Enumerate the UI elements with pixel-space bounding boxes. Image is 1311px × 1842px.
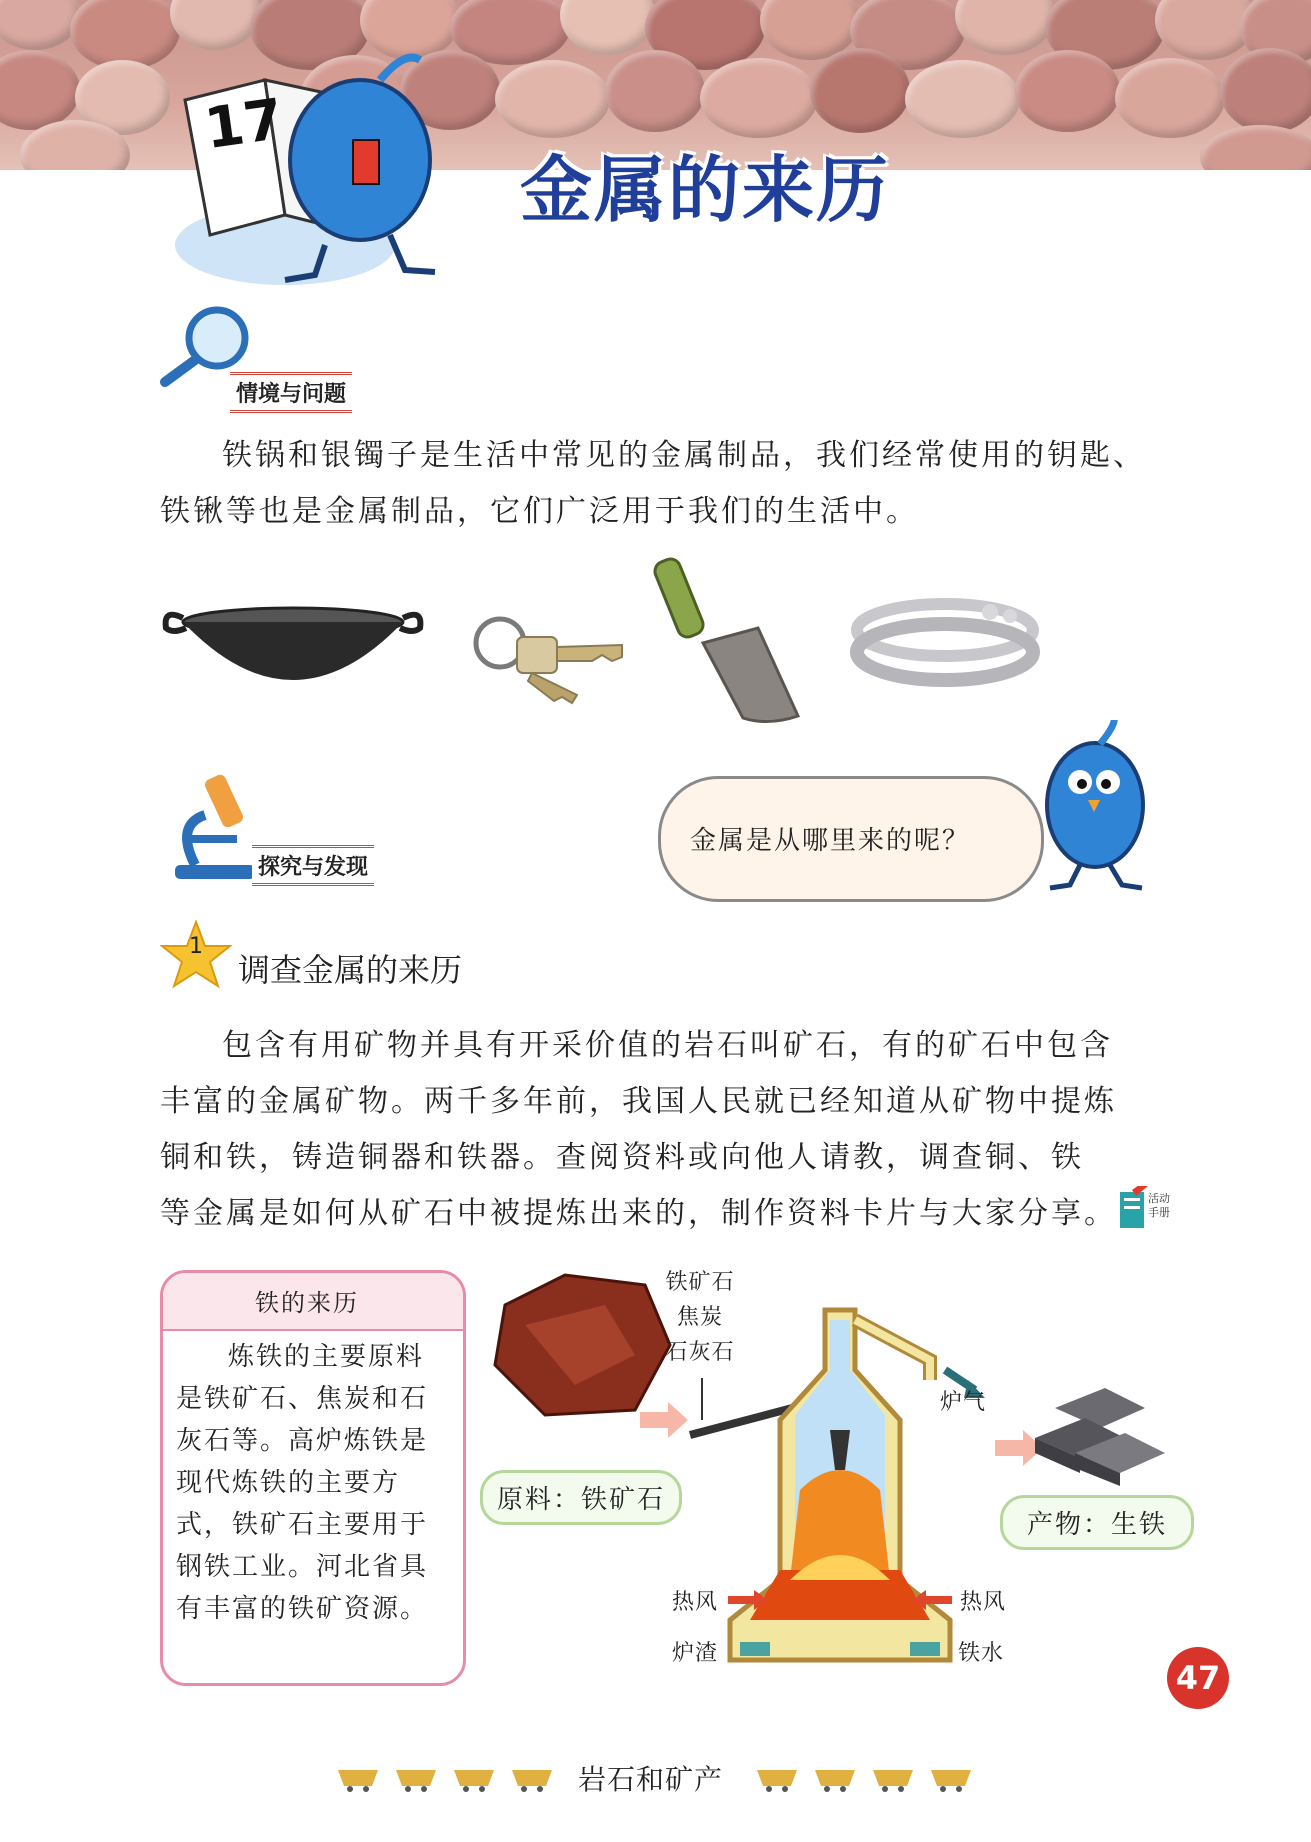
mine-cart-icon xyxy=(452,1764,496,1792)
blast-furnace-diagram xyxy=(680,1280,1000,1670)
thought-bubble-text: 金属是从哪里来的呢？ xyxy=(690,826,971,856)
mascot-thinking-illustration xyxy=(1030,720,1160,895)
hot-air-right-arrow-icon xyxy=(912,1590,952,1610)
pig-iron-image xyxy=(1015,1378,1175,1488)
step-paragraph-line2: 丰富的金属矿物。两千多年前，我国人民就已经知道从矿物中提炼 xyxy=(160,1084,1117,1119)
input-coke: 焦炭 xyxy=(676,1305,723,1330)
section-tag-situation: 情境与问题 xyxy=(230,372,352,413)
step-number: 1 xyxy=(189,934,203,959)
info-card-body: 炼铁的主要原料是铁矿石、焦炭和石灰石等。高炉炼铁是现代炼铁的主要方式，铁矿石主要用于钢铁工业。河北省具有丰富的铁矿资源。 xyxy=(176,1342,429,1624)
info-card-title: 铁的来历 xyxy=(255,1289,359,1317)
step-title: 调查金属的来历 xyxy=(238,951,463,989)
activity-book-label-2: 手册 xyxy=(1148,1206,1170,1219)
situation-paragraph-line1: 铁锅和银镯子是生活中常见的金属制品，我们经常使用的钥匙、 xyxy=(222,438,1146,473)
mine-cart-icon xyxy=(813,1764,857,1792)
furnace-gas-label: 炉气 xyxy=(940,1390,987,1415)
mine-cart-icon xyxy=(394,1764,438,1792)
trowel-image xyxy=(648,548,818,728)
hot-air-left-label: 热风 xyxy=(672,1590,719,1615)
activity-book-link[interactable] xyxy=(1118,1186,1186,1232)
mine-cart-icon xyxy=(871,1764,915,1792)
footer-unit-title: 岩石和矿产 xyxy=(578,1763,724,1796)
lesson-number: 17 xyxy=(200,86,288,163)
input-iron-ore: 铁矿石 xyxy=(665,1270,735,1295)
activity-book-label-1: 活动 xyxy=(1148,1192,1170,1205)
mine-cart-icon xyxy=(929,1764,973,1792)
situation-paragraph-line2: 铁锹等也是金属制品，它们广泛用于我们的生活中。 xyxy=(160,494,919,529)
keys-image xyxy=(462,615,632,705)
input-limestone: 石灰石 xyxy=(665,1340,735,1365)
mine-cart-icon xyxy=(336,1764,380,1792)
section-tag-explore: 探究与发现 xyxy=(252,845,374,886)
slag-label: 炉渣 xyxy=(672,1641,719,1666)
raw-material-label: 原料：铁矿石 xyxy=(480,1470,682,1525)
page-title: 金属的来历 xyxy=(520,148,891,232)
iron-wok-image xyxy=(158,598,428,708)
page-number: 47 xyxy=(1167,1647,1229,1709)
step-paragraph-line4: 等金属是如何从矿石中被提炼出来的，制作资料卡片与大家分享。 xyxy=(160,1196,1117,1231)
mine-cart-icon xyxy=(510,1764,554,1792)
hot-air-left-arrow-icon xyxy=(728,1590,768,1610)
mine-cart-icon xyxy=(755,1764,799,1792)
molten-iron-label: 铁水 xyxy=(958,1641,1005,1666)
activity-book-icon xyxy=(1118,1186,1148,1232)
silver-bangles-image xyxy=(850,590,1040,700)
product-label: 产物：生铁 xyxy=(1000,1495,1194,1550)
step-paragraph-line1: 包含有用矿物并具有开采价值的岩石叫矿石，有的矿石中包含 xyxy=(222,1028,1113,1063)
mascot-reading-illustration xyxy=(175,40,465,290)
step-paragraph-line3: 铜和铁，铸造铜器和铁器。查阅资料或向他人请教，调查铜、铁 xyxy=(160,1140,1084,1175)
microscope-icon xyxy=(155,765,265,885)
hot-air-right-label: 热风 xyxy=(960,1590,1007,1615)
